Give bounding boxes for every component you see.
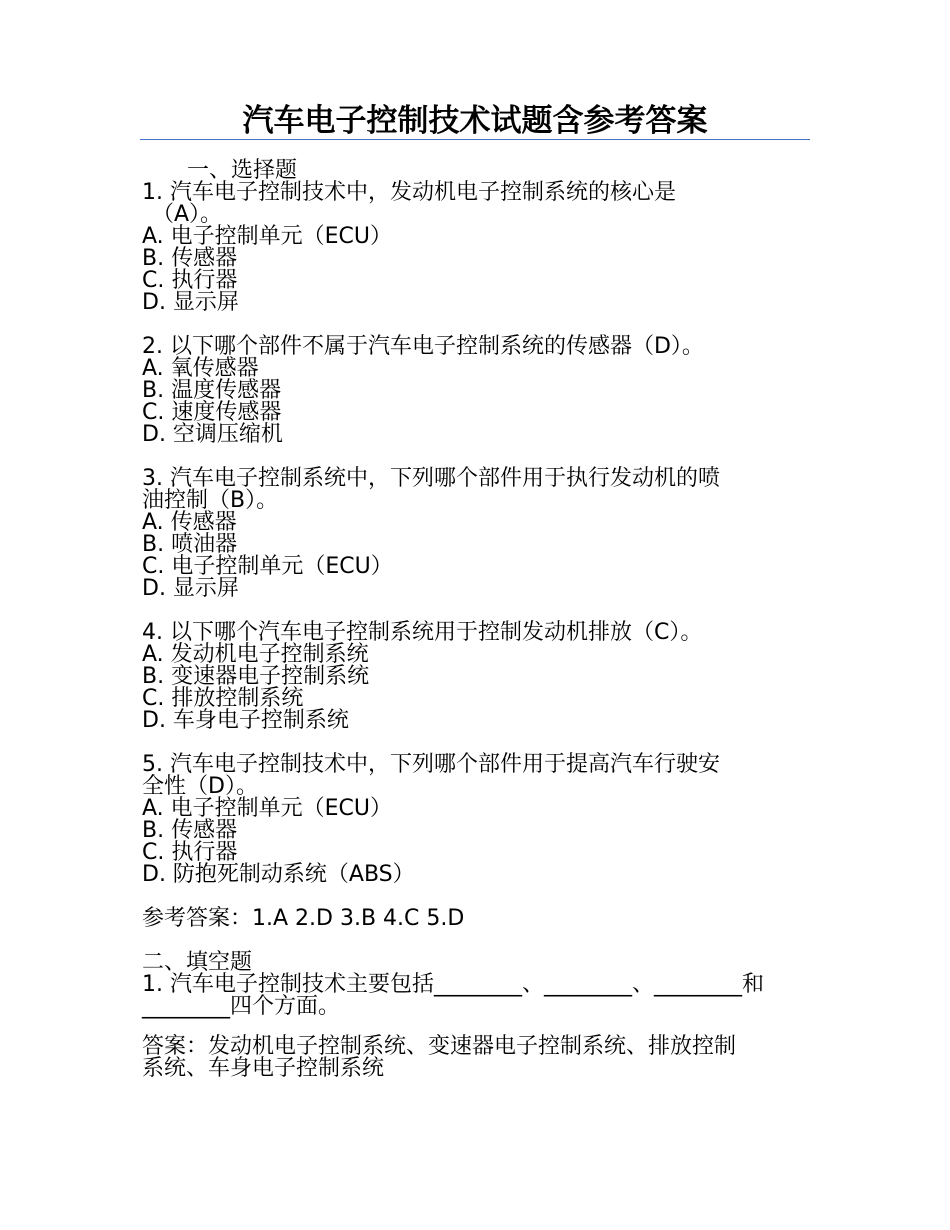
fill-blank-question: ________四个方面。 [142, 994, 341, 1019]
question-stem: 3. 汽车电子控制系统中，下列哪个部件用于执行发动机的喷 [142, 466, 720, 491]
spacer [142, 600, 810, 622]
document-title: 汽车电子控制技术试题含参考答案 [242, 103, 708, 139]
fill-blank-answer: 答案：发动机电子控制系统、变速器电子控制系统、排放控制 [142, 1034, 737, 1059]
question-stem: 全性（D）。 [142, 774, 258, 799]
question-stem: （A）。 [152, 202, 223, 227]
option-c: C. 速度传感器 [142, 400, 282, 425]
spacer [142, 732, 810, 754]
option-b: B. 变速器电子控制系统 [142, 664, 370, 689]
option-c: C. 排放控制系统 [142, 686, 304, 711]
question-stem: 油控制（B）。 [142, 488, 279, 513]
option-a: A. 传感器 [142, 510, 237, 535]
option-b: B. 传感器 [142, 818, 238, 843]
spacer [142, 446, 810, 468]
question-stem: 4. 以下哪个汽车电子控制系统用于控制发动机排放（C）。 [142, 620, 703, 645]
answer-key: 参考答案：1.A 2.D 3.B 4.C 5.D [142, 906, 465, 931]
question-5 [142, 754, 810, 886]
title-underline [140, 139, 810, 140]
fill-blank-question: 1. 汽车电子控制技术主要包括________、________、________和 [142, 972, 764, 997]
question-1 [142, 182, 810, 314]
option-d: D. 车身电子控制系统 [142, 708, 349, 733]
question-stem: 5. 汽车电子控制技术中，下列哪个部件用于提高汽车行驶安 [142, 752, 720, 777]
option-a: A. 电子控制单元（ECU） [142, 796, 393, 821]
spacer [142, 930, 810, 952]
option-b: B. 温度传感器 [142, 378, 282, 403]
option-d: D. 防抱死制动系统（ABS） [142, 862, 415, 887]
question-4 [142, 622, 810, 732]
document-body [142, 160, 810, 1080]
option-b: B. 喷油器 [142, 532, 238, 557]
section-heading-fill-blank: 二、填空题 [142, 950, 253, 975]
section-heading-choice: 一、选择题 [187, 158, 298, 183]
fill-blank-answer: 系统、车身电子控制系统 [142, 1056, 385, 1081]
question-3 [142, 468, 810, 600]
option-c: C. 电子控制单元（ECU） [142, 554, 393, 579]
option-c: C. 执行器 [142, 840, 238, 865]
question-stem: 2. 以下哪个部件不属于汽车电子控制系统的传感器（D）。 [142, 334, 704, 359]
option-d: D. 空调压缩机 [142, 422, 283, 447]
question-stem: 1. 汽车电子控制技术中，发动机电子控制系统的核心是 [142, 180, 676, 205]
option-c: C. 执行器 [142, 268, 238, 293]
option-d: D. 显示屏 [142, 576, 239, 601]
spacer [142, 886, 810, 908]
option-a: A. 电子控制单元（ECU） [142, 224, 393, 249]
option-a: A. 氧传感器 [142, 356, 259, 381]
option-b: B. 传感器 [142, 246, 238, 271]
option-d: D. 显示屏 [142, 290, 239, 315]
question-2 [142, 336, 810, 446]
spacer [142, 314, 810, 336]
option-a: A. 发动机电子控制系统 [142, 642, 369, 667]
